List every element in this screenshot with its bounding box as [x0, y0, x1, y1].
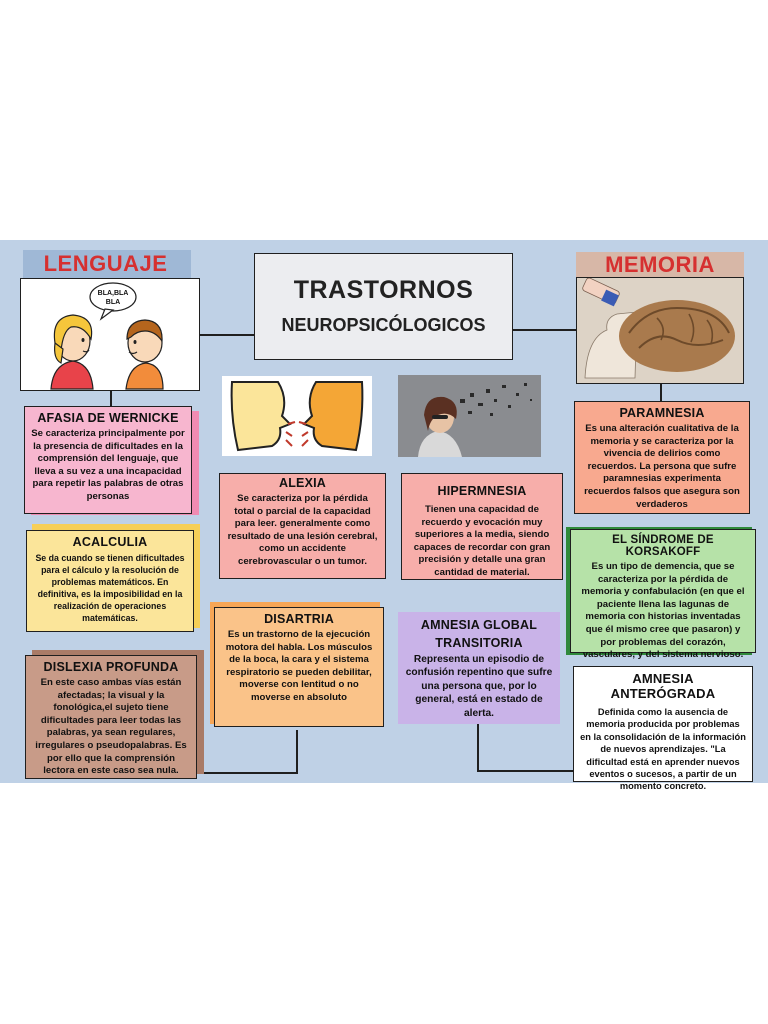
memoria-section-label: MEMORIA: [605, 252, 715, 277]
hipermnesia-box: [401, 473, 563, 580]
disartria-text: Es un trastorno de la ejecución motora del habla. Los músculos de la boca, la cara y el sistema respiratorio se pueden debilitar, moverse con lentitud o no moverse en absoluto: [225, 629, 373, 703]
afasia-box: [24, 406, 192, 514]
woman-dissolving-image: [398, 375, 541, 457]
amnesia-global-text: Representa un episodio de confusión repentino que sufre una persona que, por lo general, está en estado de alerta.: [405, 654, 553, 719]
speech-bubble-text: BLA,BLA: [97, 290, 129, 297]
connector-line: [196, 772, 298, 774]
alexia-box: [219, 473, 386, 579]
connector-line: [512, 329, 577, 331]
brain-erasing-image: [576, 277, 744, 384]
brain-illustration: [577, 278, 743, 383]
connector-line: [199, 334, 255, 336]
title-line-2: NEUROPSICÓLOGICOS: [281, 315, 486, 335]
woman-thinking-illustration: [398, 375, 541, 457]
paramnesia-text: Es una alteración cualitativa de la memoria y se caracteriza por la vivencia de delirios como recuerdos. La persona que sufre paramnesias experimenta recuerdos falsos que asegura son verdaderos: [584, 423, 740, 510]
connector-line: [660, 383, 662, 401]
title-line-1: TRASTORNOS: [293, 276, 474, 304]
amnesia-global-box: [398, 612, 560, 724]
dislexia-title: DISLEXIA PROFUNDA: [43, 660, 179, 674]
anterograda-text: Definida como la ausencia de memoria producida por problemas en la consolidación de la información de nuevos aprendizajes. "La dificultad está en aprender nuevos eventos o sucesos, a partir de un momento concreto.: [580, 707, 746, 792]
hipermnesia-title: HIPERMNESIA: [437, 484, 527, 498]
amnesia-global-title: AMNESIA GLOBAL TRANSITORIA: [420, 618, 538, 650]
paramnesia-box: [574, 401, 750, 514]
faces-speech-image: [222, 376, 372, 456]
connector-line: [477, 770, 574, 772]
lenguaje-section-label: LENGUAJE: [43, 251, 168, 276]
anterograda-box: [573, 666, 753, 792]
disartria-title: DISARTRIA: [264, 612, 334, 626]
people-talking-image: [20, 278, 200, 391]
afasia-title: AFASIA DE WERNICKE: [37, 411, 179, 425]
afasia-text: Se caracteriza principalmente por la presencia de dificultades en la comprensión del lenguaje, que lleva a su vez a una incapacidad para repetir las palabras de otras personas: [31, 428, 185, 502]
alexia-title: ALEXIA: [278, 476, 327, 490]
korsakoff-text: Es un tipo de demencia, que se caracteriza por la pérdida de memoria y confabulación (en que el paciente llena las lagunas de memoria con historias inventadas que él mismo cree que pasaron) y por problemas del corazón, vasculares, y del sistema nervioso.: [581, 561, 745, 661]
people-talking-illustration: [21, 279, 199, 390]
title-box: [254, 253, 513, 360]
korsakoff-box: [570, 529, 756, 661]
acalculia-box: [26, 530, 194, 632]
concept-map-board: [0, 240, 768, 792]
acalculia-title: ACALCULIA: [72, 535, 148, 549]
acalculia-text: Se da cuando se tienen dificultades para el cálculo y la resolución de problemas matemáticos. En definitiva, es la imposibilidad en la realización de operaciones matemáticas.: [35, 553, 185, 623]
anterograda-title: AMNESIA ANTERÓGRADA: [610, 671, 716, 701]
faces-speech-illustration: [222, 376, 372, 456]
dislexia-text: En este caso ambas vías están afectadas; la visual y la fonológica,el sujeto tiene dificultades para leer todas las palabras, ya sean regulares, irregulares o pseudopalabras. Es por ello que la comprensión lectora en este caso sea nula.: [35, 677, 187, 777]
korsakoff-title: EL SÍNDROME DE KORSAKOFF: [612, 534, 714, 558]
connector-line: [477, 724, 479, 772]
paramnesia-title: PARAMNESIA: [619, 406, 705, 420]
disartria-box: [214, 607, 384, 727]
dislexia-box: [25, 655, 197, 779]
hipermnesia-text: Tienen una capacidad de recuerdo y evocación muy superiores a la media, siendo capaces de recordar con gran precisión y detalle una gran cantidad de material.: [413, 504, 551, 578]
alexia-text: Se caracteriza por la pérdida total o parcial de la capacidad para leer. generalmente como resultado de una lesión cerebral, como un accidente cerebrovascular o un tumor.: [227, 493, 378, 567]
svg-text:BLA: BLA: [105, 299, 121, 306]
connector-line: [296, 730, 298, 774]
